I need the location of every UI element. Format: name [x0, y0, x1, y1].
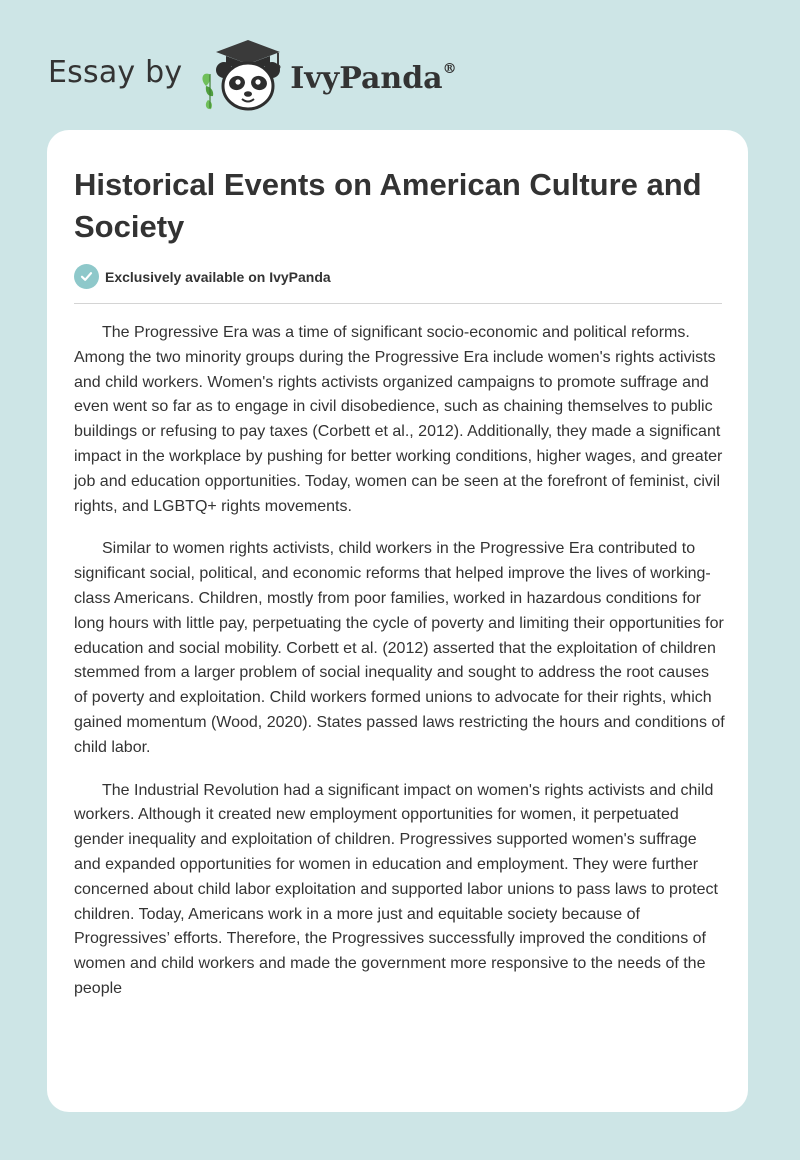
- registered-mark: ®: [442, 60, 457, 77]
- exclusive-label: Exclusively available on IvyPanda: [105, 268, 331, 285]
- ivy-leaf-icon: [203, 74, 214, 109]
- essay-body: [74, 321, 726, 1020]
- page-title: Historical Events on American Culture and Society: [74, 167, 702, 244]
- essay-by-label: Essay by: [48, 54, 183, 90]
- exclusive-badge: [74, 264, 331, 289]
- check-icon: [74, 264, 99, 289]
- paragraph: The Progressive Era was a time of significant socio-economic and political reforms. Among the two minority groups during the Progressive Era include women's rights activists and child workers. Women's rights activists organized campaigns to promote suffrage and even went so far as to engage in civil disobedience, such as chaining themselves to public buildings or refusing to pay taxes (Corbett et al., 2012). Additionally, they made a significant impact in the workplace by pushing for better working conditions, higher wages, and greater job and education opportunities. Today, women can be seen at the forefront of feminist, civil rights, and LGBTQ+ rights movements.: [74, 324, 723, 515]
- panda-graduate-icon[interactable]: [196, 34, 288, 114]
- brand-name[interactable]: [290, 61, 456, 96]
- site-header: [48, 34, 457, 114]
- paragraph: The Industrial Revolution had a significant impact on women's rights activists and child workers. Although it created new employment opportunities for women, it perpetuated gender inequality and exploitation of children. Progressives supported women's suffrage and expanded opportunities for women in education and employment. They were further concerned about child labor exploitation and supported labor unions to pass laws to protect children. Today, Americans work in a more just and equitable society because of Progressives’ efforts. Therefore, the Progressives successfully improved the conditions of women and child workers and made the government more responsive to the needs of the people: [74, 781, 718, 997]
- brand-text: IvyPanda: [290, 60, 443, 96]
- divider: [74, 303, 722, 304]
- essay-card: [47, 130, 748, 1112]
- paragraph: Similar to women rights activists, child workers in the Progressive Era contributed to significant social, political, and economic reforms that helped improve the lives of working-class Americans. Children, mostly from poor families, worked in hazardous conditions for long hours with little pay, perpetuating the cycle of poverty and limiting their opportunities for education and social mobility. Corbett et al. (2012) asserted that the exploitation of children stemmed from a larger problem of social inequality and sought to address the root causes of poverty and exploitation. Child workers formed unions to advocate for their rights, which gained momentum (Wood, 2020). States passed laws restricting the hours and conditions of child labor.: [74, 540, 725, 756]
